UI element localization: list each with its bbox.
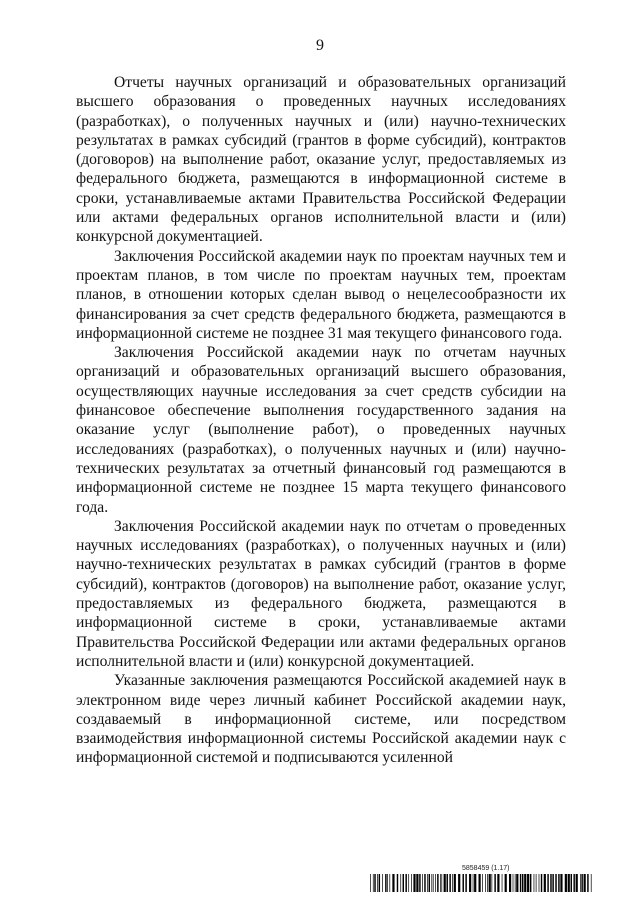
paragraph: Отчеты научных организаций и образовательных организаций высшего образования о проведенных научных исследованиях (разработках), о полученных научных и (или) научно-технических результатах в рамках субсидий (грантов в форме субсидий), контрактов (договоров) на выполнение работ, оказание услуг, предоставляемых из федерального бюджета, размещаются в информационной системе в сроки, устанавливаемые актами Правительства Российской Федерации или актами федеральных органов исполнительной власти и (или) конкурсной документацией. bbox=[76, 74, 566, 246]
paragraph: Заключения Российской академии наук по отчетам научных организаций и образовательных организаций высшего образования, осуществляющих научные исследования за счет средств субсидии на финансовое обеспечение выполнения государственного задания на оказание услуг (выполнение работ), о проведенных научных исследованиях (разработках), о полученных научных и (или) научно-технических результатах за отчетный финансовый год размещаются в информационной системе не позднее 15 марта текущего финансового года. bbox=[76, 344, 566, 516]
barcode-graphic bbox=[370, 874, 592, 892]
page-number: 9 bbox=[316, 37, 324, 54]
document-body bbox=[76, 73, 566, 768]
paragraph: Заключения Российской академии наук по проектам научных тем и проектам планов, в том числе по проектам научных тем, проектам планов, в отношении которых сделан вывод о нецелесообразности их финансирования за счет средств федерального бюджета, размещаются в информационной системе не позднее 31 мая текущего финансового года. bbox=[76, 247, 566, 342]
document-code: 5858459 (1.17) bbox=[462, 865, 510, 872]
paragraph: Заключения Российской академии наук по отчетам о проведенных научных исследованиях (разработках), о полученных научных и (или) научно-технических результатах в рамках субсидий (грантов в форме субсидий), контрактов (договоров) на выполнение работ, оказание услуг, предоставляемых из федерального бюджета, размещаются в информационной системе в сроки, устанавливаемые актами Правительства Российской Федерации или актами федеральных органов исполнительной власти и (или) конкурсной документацией. bbox=[76, 517, 566, 670]
paragraph: Указанные заключения размещаются Российской академией наук в электронном виде через личный кабинет Российской академии наук, создаваемый в информационной системе, или посредством взаимодействия информационной системы Российской академии наук с информационной системой и подписываются усиленной bbox=[76, 672, 566, 767]
